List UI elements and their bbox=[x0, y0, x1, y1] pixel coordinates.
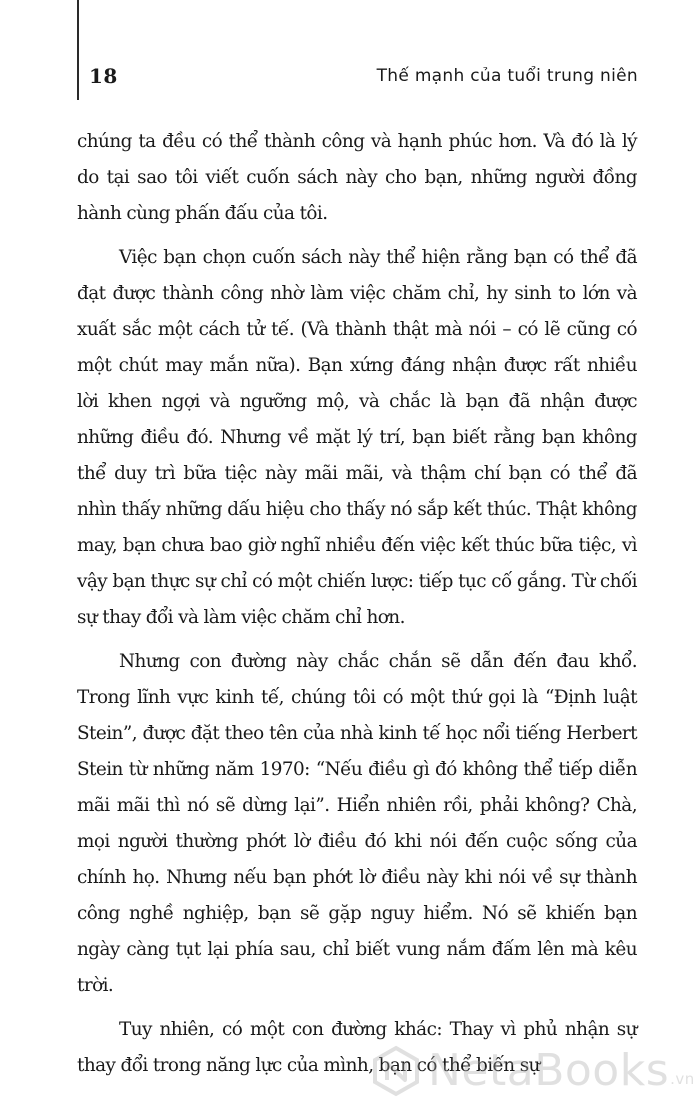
body-text bbox=[77, 124, 637, 1084]
watermark-suffix: .vn bbox=[670, 1069, 695, 1088]
netabooks-logo-icon bbox=[370, 1045, 422, 1097]
paragraph: Tuy nhiên, có một con đường khác: Thay vì phủ nhận sự thay đổi trong năng lực của mình, bạn có thể biến sự bbox=[77, 1019, 637, 1076]
paragraph-continued: chúng ta đều có thể thành công và hạnh phúc hơn. Và đó là lý do tại sao tôi viết cuốn sách này cho bạn, những người đồng hành cùng phấn đấu của tôi. bbox=[77, 131, 637, 224]
page-number: 18 bbox=[89, 64, 118, 88]
netabooks-watermark bbox=[370, 1045, 695, 1097]
header-vertical-rule bbox=[77, 0, 79, 100]
running-title: Thế mạnh của tuổi trung niên bbox=[376, 66, 638, 86]
watermark-brand: NetaBooks bbox=[428, 1045, 670, 1096]
paragraph: Nhưng con đường này chắc chắn sẽ dẫn đến đau khổ. Trong lĩnh vực kinh tế, chúng tôi có một thứ gọi là “Định luật Stein”, được đặt theo tên của nhà kinh tế học nổi tiếng Herbert Stein từ những năm 1970: “Nếu điều gì đó không thể tiếp diễn mãi mãi thì nó sẽ dừng lại”. Hiển nhiên rồi, phải không? Chà, mọi người thường phớt lờ điều đó khi nói đến cuộc sống của chính họ. Nhưng nếu bạn phớt lờ điều này khi nói về sự thành công nghề nghiệp, bạn sẽ gặp nguy hiểm. Nó sẽ khiến bạn ngày càng tụt lại phía sau, chỉ biết vung nắm đấm lên mà kêu trời. bbox=[77, 651, 637, 996]
paragraph: Việc bạn chọn cuốn sách này thể hiện rằng bạn có thể đã đạt được thành công nhờ làm việc chăm chỉ, hy sinh to lớn và xuất sắc một cách tử tế. (Và thành thật mà nói – có lẽ cũng có một chút may mắn nữa). Bạn xứng đáng nhận được rất nhiều lời khen ngợi và ngưỡng mộ, và chắc là bạn đã nhận được những điều đó. Nhưng về mặt lý trí, bạn biết rằng bạn không thể duy trì bữa tiệc này mãi mãi, và thậm chí bạn có thể đã nhìn thấy những dấu hiệu cho thấy nó sắp kết thúc. Thật không may, bạn chưa bao giờ nghĩ nhiều đến việc kết thúc bữa tiệc, vì vậy bạn thực sự chỉ có một chiến lược: tiếp tục cố gắng. Từ chối sự thay đổi và làm việc chăm chỉ hơn. bbox=[77, 247, 637, 628]
